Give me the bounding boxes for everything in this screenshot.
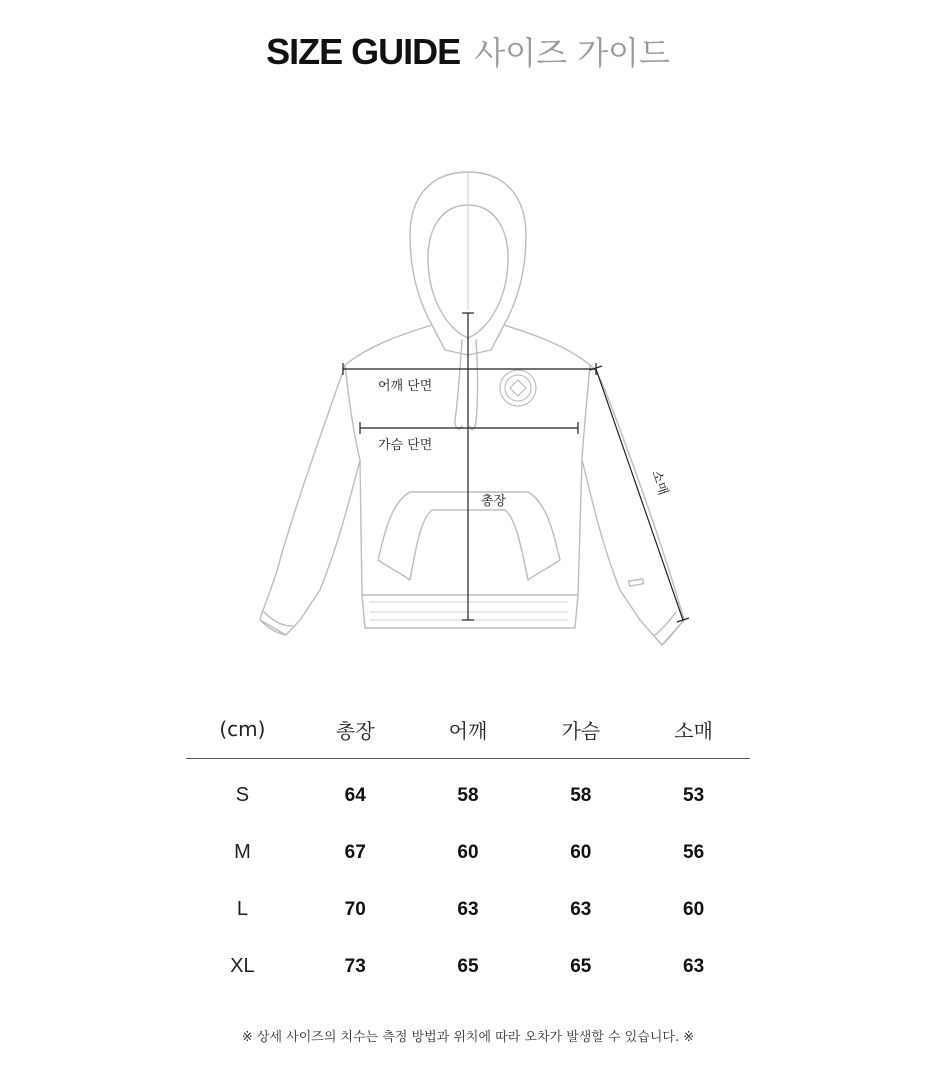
chest-value: 60	[570, 841, 592, 863]
title-english: SIZE GUIDE	[266, 31, 461, 72]
hoodie-outline	[260, 172, 684, 645]
sleeve-value: 53	[683, 784, 705, 806]
table-row	[186, 938, 750, 995]
table-row	[186, 767, 750, 824]
size-name: S	[235, 784, 250, 806]
column-header-shoulder: 어깨	[412, 700, 525, 759]
column-header-chest: 가슴	[524, 700, 637, 759]
sleeve-value: 60	[683, 898, 705, 920]
table-spacer	[186, 759, 750, 768]
shoulder-value: 63	[457, 898, 479, 920]
column-header-length: 총장	[299, 700, 412, 759]
table-header-row	[186, 700, 750, 759]
chest-emblem	[500, 370, 536, 406]
page-title	[0, 28, 936, 74]
chest-value: 63	[570, 898, 592, 920]
length-value: 70	[344, 898, 366, 920]
hoodie-measurement-diagram	[0, 150, 936, 660]
shoulder-value: 58	[457, 784, 479, 806]
sleeve-value: 63	[683, 955, 705, 977]
length-value: 64	[344, 784, 366, 806]
chest-value: 65	[570, 955, 592, 977]
column-header-sleeve: 소매	[637, 700, 750, 759]
shoulder-value: 65	[457, 955, 479, 977]
shoulder-value: 60	[457, 841, 479, 863]
chest-value: 58	[570, 784, 592, 806]
size-name: XL	[230, 955, 255, 977]
size-name: M	[234, 841, 251, 863]
sleeve-label: 소매	[648, 468, 671, 498]
size-name: L	[236, 898, 248, 920]
length-label: 총장	[481, 494, 507, 509]
length-value: 73	[344, 955, 366, 977]
measurement-lines	[343, 313, 689, 622]
chest-label: 가슴 단면	[378, 438, 433, 453]
title-korean: 사이즈 가이드	[474, 34, 670, 72]
measurement-disclaimer: ※ 상세 사이즈의 치수는 측정 방법과 위치에 따라 오차가 발생할 수 있습니다. ※	[241, 1030, 695, 1045]
column-header-unit: (cm)	[186, 700, 299, 759]
length-value: 67	[344, 841, 366, 863]
sleeve-value: 56	[683, 841, 705, 863]
shoulder-label: 어깨 단면	[378, 379, 433, 394]
table-row	[186, 881, 750, 938]
table-row	[186, 824, 750, 881]
size-table	[186, 700, 750, 995]
